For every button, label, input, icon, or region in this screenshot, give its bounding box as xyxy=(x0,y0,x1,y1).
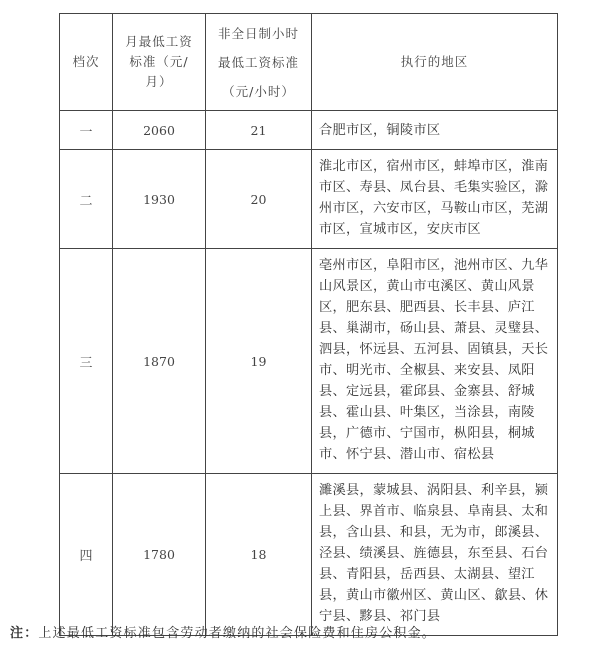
table-row xyxy=(60,249,558,474)
header-regions: 执行的地区 xyxy=(312,14,558,111)
hourly-wage-cell: 18 xyxy=(206,474,312,636)
footnote xyxy=(10,622,436,641)
hourly-wage-cell: 20 xyxy=(206,150,312,249)
footnote-text: 上述最低工资标准包含劳动者缴纳的社会保险费和住房公积金。 xyxy=(38,626,437,641)
minimum-wage-table xyxy=(59,13,558,636)
monthly-wage-cell: 2060 xyxy=(113,111,206,150)
regions-cell: 合肥市区，铜陵市区 xyxy=(312,111,558,150)
header-hourly-line2: 最低工资标准 xyxy=(217,54,299,70)
regions-cell: 濉溪县，蒙城县、涡阳县、利辛县，颍上县、界首市、临泉县、阜南县、太和县，含山县、和县，无为市，郎溪县、泾县、绩溪县、旌德县，东至县、石台县、青阳县，岳西县、太湖县、望江县，黄山市徽州区、黄山区、歙县、休宁县、黟县、祁门县 xyxy=(312,474,558,636)
hourly-wage-cell: 19 xyxy=(206,249,312,474)
level-cell: 三 xyxy=(60,249,113,474)
table-row xyxy=(60,474,558,636)
level-cell: 一 xyxy=(60,111,113,150)
table-row xyxy=(60,150,558,249)
monthly-wage-cell: 1780 xyxy=(113,474,206,636)
monthly-wage-cell: 1870 xyxy=(113,249,206,474)
header-hourly-wage xyxy=(206,14,312,111)
monthly-wage-cell: 1930 xyxy=(113,150,206,249)
level-cell: 四 xyxy=(60,474,113,636)
table-row xyxy=(60,111,558,150)
hourly-wage-cell: 21 xyxy=(206,111,312,150)
footnote-prefix: 注： xyxy=(10,626,39,641)
level-cell: 二 xyxy=(60,150,113,249)
header-level: 档次 xyxy=(60,14,113,111)
header-hourly-line1: 非全日制小时 xyxy=(217,25,299,41)
header-monthly-wage: 月最低工资标准（元/月） xyxy=(113,14,206,111)
header-hourly-line3: （元/小时） xyxy=(222,83,295,99)
header-row xyxy=(60,14,558,111)
regions-cell: 亳州市区，阜阳市区，池州市区、九华山风景区，黄山市屯溪区、黄山风景区，肥东县、肥西县、长丰县、庐江县、巢湖市，砀山县、萧县、灵璧县、泗县，怀远县、五河县、固镇县，天长市、明光市、全椒县、来安县、凤阳县、定远县，霍邱县、金寨县、舒城县、霍山县、叶集区，当涂县，南陵县，广德市、宁国市，枞阳县，桐城市、怀宁县、潜山市、宿松县 xyxy=(312,249,558,474)
regions-cell: 淮北市区，宿州市区，蚌埠市区，淮南市区、寿县、凤台县、毛集实验区，滁州市区，六安市区，马鞍山市区，芜湖市区，宣城市区，安庆市区 xyxy=(312,150,558,249)
